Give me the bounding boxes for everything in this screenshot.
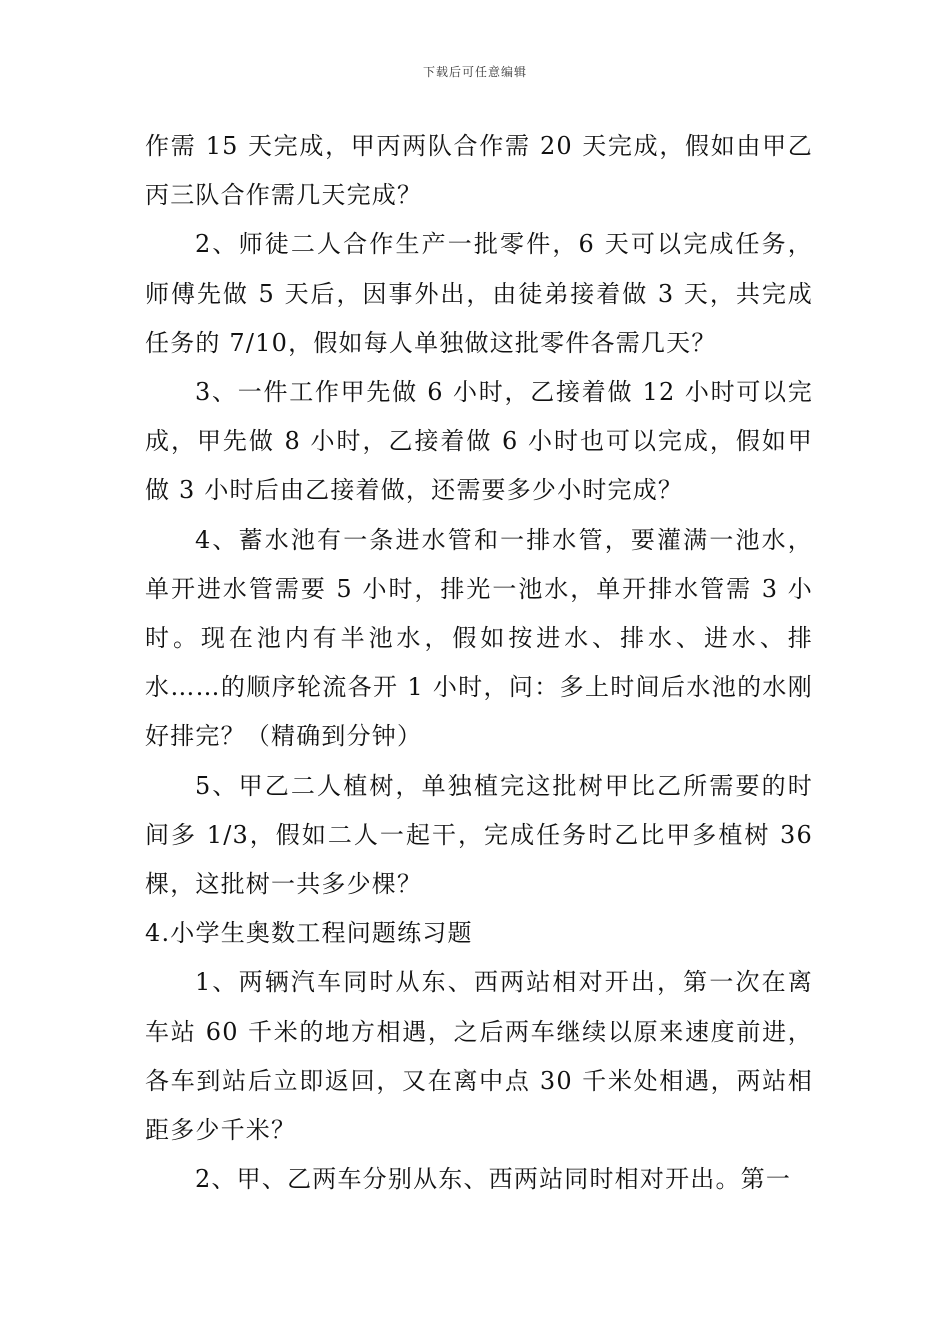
paragraph-problem-5: 5、甲乙二人植树，单独植完这批树甲比乙所需要的时间多 1/3，假如二人一起干，完成任务时乙比甲多植树 36 棵，这批树一共多少棵？ [145,771,813,899]
document-body [145,122,813,1204]
section-heading: 4.小学生奥数工程问题练习题 [145,919,473,948]
paragraph-problem-3: 3、一件工作甲先做 6 小时，乙接着做 12 小时可以完成，甲先做 8 小时，乙接着做 6 小时也可以完成，假如甲做 3 小时后由乙接着做，还需要多少小时完成？ [145,378,813,505]
paragraph-section-problem-1: 1、两辆汽车同时从东、西两站相对开出，第一次在离车站 60 千米的地方相遇，之后两车继续以原来速度前进，各车到站后立即返回，又在离中点 30 千米处相遇，两站相距多少千米？ [145,968,813,1145]
paragraph-problem-4: 4、蓄水池有一条进水管和一排水管，要灌满一池水，单开进水管需要 5 小时，排光一池水，单开排水管需 3 小时。现在池内有半池水，假如按进水、排水、进水、排水……的顺序轮流各开 1 小时，问：多上时间后水池的水刚好排完？（精确到分钟） [145,525,813,751]
paragraph-problem-2: 2、师徒二人合作生产一批零件，6 天可以完成任务，师傅先做 5 天后，因事外出，由徒弟接着做 3 天，共完成任务的 7/10，假如每人单独做这批零件各需几天？ [145,230,813,357]
paragraph-section-problem-2: 2、甲、乙两车分别从东、西两站同时相对开出。第一 [195,1165,792,1194]
paragraph-problem-1-continued: 作需 15 天完成，甲丙两队合作需 20 天完成，假如由甲乙丙三队合作需几天完成？ [145,132,813,210]
page-header: 下载后可任意编辑 [422,65,527,79]
